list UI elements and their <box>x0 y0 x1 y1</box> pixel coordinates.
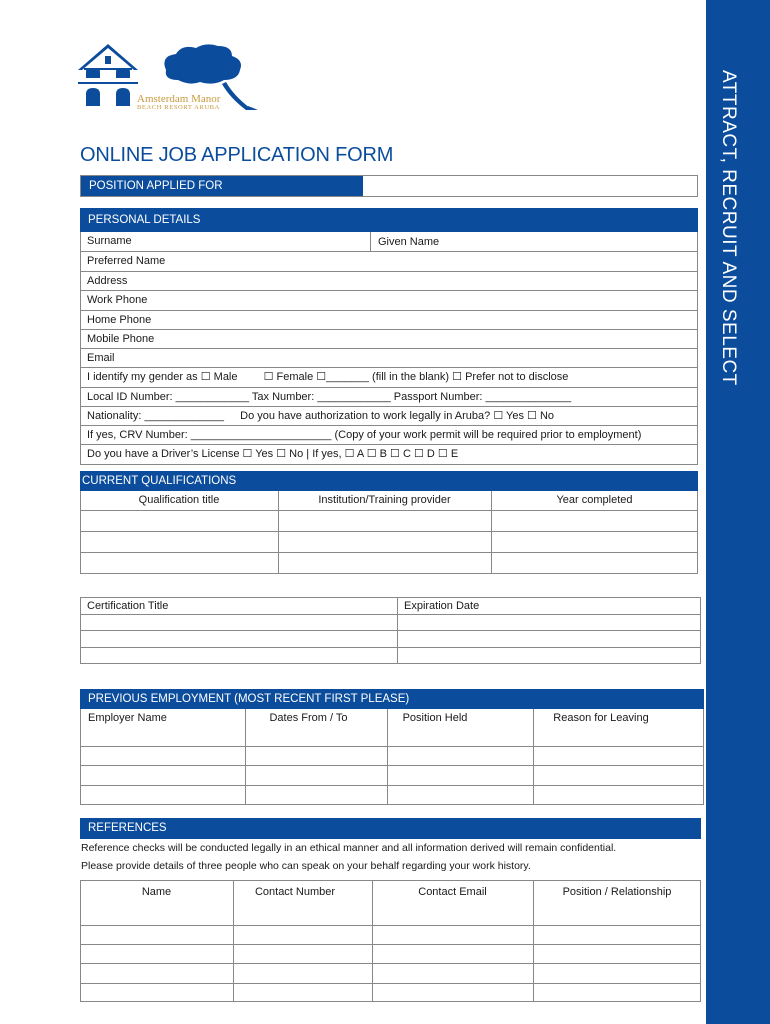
work-phone-field[interactable]: Work Phone <box>80 291 698 311</box>
cert-col-expiration: Expiration Date <box>404 600 480 612</box>
license-a-label: A <box>356 448 364 460</box>
auth-yes-label: Yes <box>506 410 524 422</box>
employment-header: PREVIOUS EMPLOYMENT (MOST RECENT FIRST PLEASE) <box>80 689 704 709</box>
license-e-checkbox[interactable]: ☐ <box>437 448 451 460</box>
cert-entry-cell[interactable] <box>81 631 396 646</box>
cert-entry-cell[interactable] <box>81 615 396 629</box>
position-input[interactable] <box>364 176 697 196</box>
cert-entry-cell[interactable] <box>81 648 396 663</box>
qual-col-institution: Institution/Training provider <box>318 494 451 506</box>
id-numbers-field[interactable]: Local ID Number: ____________ Tax Number: ____________ Passport Number: ______________ <box>80 388 698 407</box>
mobile-phone-field[interactable]: Mobile Phone <box>80 330 698 349</box>
address-field[interactable]: Address <box>80 272 698 291</box>
emp-entry-cell[interactable] <box>81 786 244 804</box>
license-yes-checkbox[interactable]: ☐ <box>242 448 256 460</box>
auth-no-label: No <box>539 410 555 422</box>
gender-prefer-label: Prefer not to disclose <box>465 371 569 383</box>
surname-divider <box>370 232 371 252</box>
license-prompt: Do you have a Driver’s License <box>87 448 240 460</box>
nationality-row <box>80 407 698 426</box>
authorization-question: Do you have authorization to work legally in Aruba? <box>240 410 491 422</box>
references-note-confidential: Reference checks will be conducted legally in an ethical manner and all information derived will remain confidential. <box>81 842 617 854</box>
gender-female-checkbox[interactable]: ☐ <box>263 371 277 383</box>
ref-entry-cell[interactable] <box>81 984 232 1001</box>
cert-col-title: Certification Title <box>87 600 169 612</box>
preferred-name-field[interactable]: Preferred Name <box>80 252 698 272</box>
emp-entry-cell[interactable] <box>81 747 244 764</box>
auth-no-checkbox[interactable]: ☐ <box>527 410 540 422</box>
qual-entry-cell[interactable] <box>81 532 277 551</box>
logo-name: Amsterdam Manor <box>137 93 221 105</box>
page-title: ONLINE JOB APPLICATION FORM <box>80 144 394 166</box>
license-d-checkbox[interactable]: ☐ <box>413 448 427 460</box>
crv-number-field[interactable]: If yes, CRV Number: _______________________ (Copy of your work permit will be required prior to employment) <box>80 426 698 445</box>
ref-col-name: Name <box>141 886 172 898</box>
gender-other-checkbox[interactable]: ☐ <box>316 371 327 383</box>
emp-entry-cell[interactable] <box>81 766 244 784</box>
qual-col-year: Year completed <box>556 494 633 506</box>
ref-entry-cell[interactable] <box>81 945 232 962</box>
sidebar-tagline: ATTRACT, RECRUIT AND SELECT <box>718 70 739 386</box>
ref-entry-cell[interactable] <box>81 926 232 943</box>
gender-male-label: Male <box>213 371 238 383</box>
emp-col-dates: Dates From / To <box>269 712 348 724</box>
gender-fill-label: _______ (fill in the blank) <box>326 371 450 383</box>
qual-col-title: Qualification title <box>138 494 220 506</box>
references-note-details: Please provide details of three people who can speak on your behalf regarding your work history. <box>81 860 531 872</box>
license-c-checkbox[interactable]: ☐ <box>390 448 403 460</box>
nationality-field[interactable]: Nationality: _____________ <box>87 410 225 422</box>
qual-entry-cell[interactable] <box>81 511 277 530</box>
qualifications-header: CURRENT QUALIFICATIONS <box>80 471 698 491</box>
ref-entry-cell[interactable] <box>81 964 232 982</box>
license-no-checkbox[interactable]: ☐ <box>276 448 290 460</box>
ref-col-contact-number: Contact Number <box>254 886 336 898</box>
ref-col-contact-email: Contact Email <box>418 886 487 898</box>
emp-col-employer: Employer Name <box>88 712 167 724</box>
license-c-label: C <box>402 448 411 460</box>
ref-col-position: Position / Relationship <box>562 886 672 898</box>
logo-subtitle: BEACH RESORT ARUBA <box>137 104 220 111</box>
gender-male-checkbox[interactable]: ☐ <box>200 371 214 383</box>
home-phone-field[interactable]: Home Phone <box>80 311 698 330</box>
personal-header: PERSONAL DETAILS <box>80 208 698 232</box>
license-yes-label: Yes <box>255 448 274 460</box>
license-row <box>80 445 698 465</box>
auth-yes-checkbox[interactable]: ☐ <box>493 410 507 422</box>
license-d-label: D <box>426 448 435 460</box>
license-b-label: B <box>379 448 387 460</box>
gender-prefer-checkbox[interactable]: ☐ <box>452 371 466 383</box>
gender-prompt: I identify my gender as <box>87 371 198 383</box>
license-no-label: No | If yes, <box>289 448 342 460</box>
gender-row <box>80 368 698 388</box>
license-a-checkbox[interactable]: ☐ <box>344 448 357 460</box>
email-field[interactable]: Email <box>80 349 698 368</box>
license-e-label: E <box>450 448 459 460</box>
qual-entry-cell[interactable] <box>81 553 277 573</box>
surname-field[interactable]: Surname <box>80 232 698 252</box>
gender-female-label: Female <box>276 371 314 383</box>
emp-col-reason: Reason for Leaving <box>553 712 649 724</box>
license-b-checkbox[interactable]: ☐ <box>366 448 380 460</box>
emp-col-position: Position Held <box>402 712 468 724</box>
position-label: POSITION APPLIED FOR <box>81 176 363 196</box>
given-name-field[interactable]: Given Name <box>378 236 440 248</box>
references-header: REFERENCES <box>80 818 701 839</box>
